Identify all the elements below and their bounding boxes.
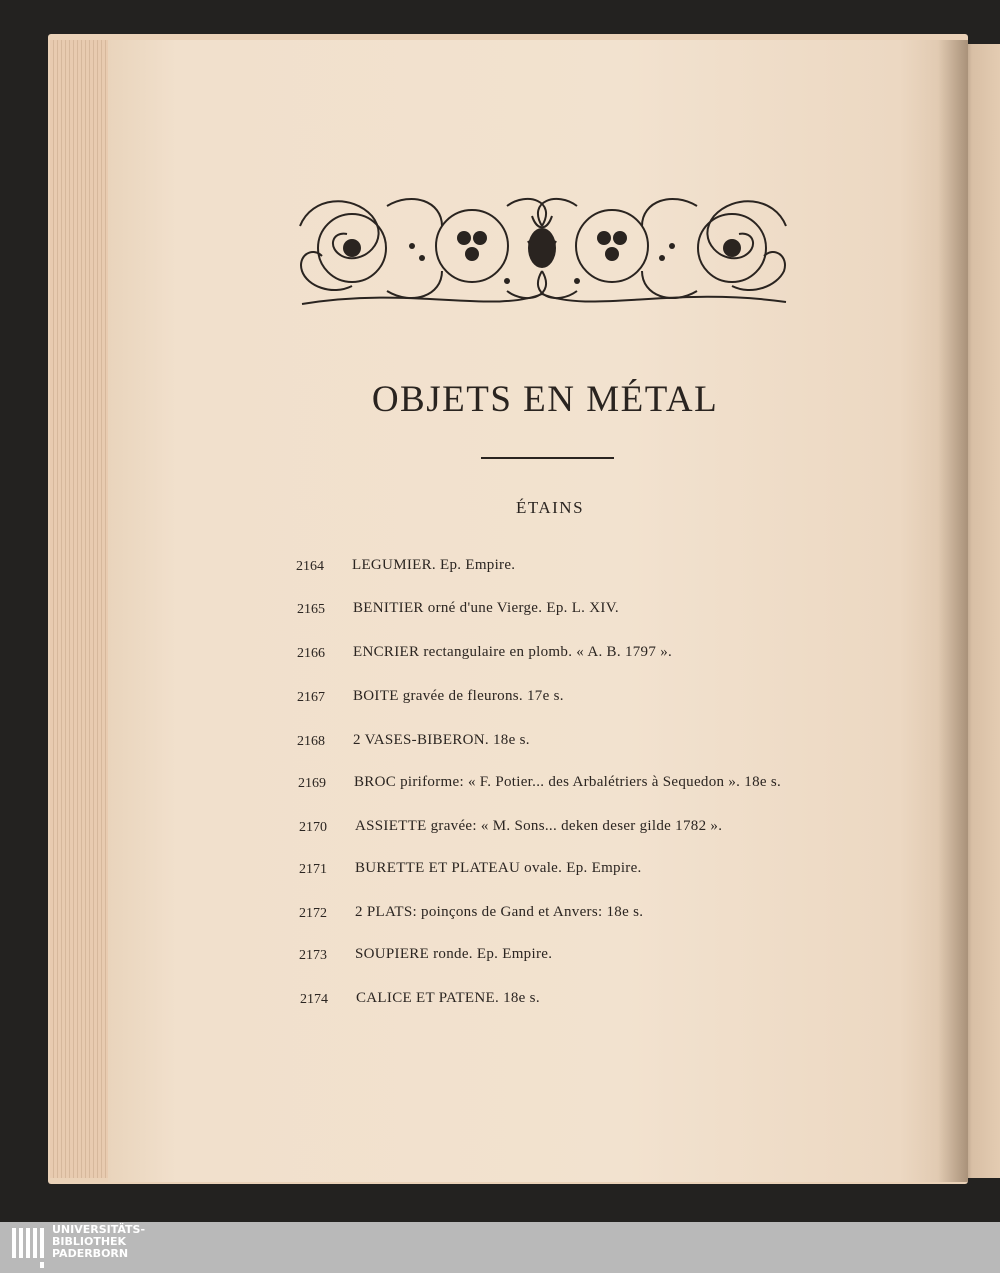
ornament-header [292, 186, 794, 314]
lot-number: 2165 [297, 602, 325, 617]
page-title: OBJETS EN MÉTAL [371, 379, 719, 420]
lot-number: 2168 [297, 734, 325, 749]
library-logo-text [52, 1224, 252, 1260]
lot-description: 2 VASES-BIBERON. 18e s. [353, 732, 530, 748]
lot-description: ASSIETTE gravée: « M. Sons... deken deser gilde 1782 ». [355, 818, 723, 834]
lot-number: 2171 [299, 862, 327, 877]
lot-description: SOUPIERE ronde. Ep. Empire. [355, 946, 553, 962]
section-heading: ÉTAINS [515, 498, 585, 517]
lot-number: 2164 [296, 559, 324, 574]
logo-line: PADERBORN [52, 1247, 129, 1260]
lot-number: 2170 [299, 820, 327, 835]
lot-description: 2 PLATS: poinçons de Gand et Anvers: 18e s. [355, 904, 644, 920]
lot-number: 2172 [299, 906, 327, 921]
lot-description: ENCRIER rectangulaire en plomb. « A. B. 1797 ». [353, 644, 673, 660]
logo-line: UNIVERSITÄTS- [52, 1223, 146, 1236]
lot-number: 2173 [299, 948, 327, 963]
lot-description: BROC piriforme: « F. Potier... des Arbalétriers à Sequedon ». 18e s. [354, 774, 782, 790]
lot-description: BURETTE ET PLATEAU ovale. Ep. Empire. [355, 860, 642, 876]
library-logo-icon [10, 1226, 48, 1270]
lot-number: 2169 [298, 776, 326, 791]
lot-description: CALICE ET PATENE. 18e s. [356, 990, 540, 1006]
logo-line: BIBLIOTHEK [52, 1235, 127, 1248]
lot-number: 2167 [297, 690, 325, 705]
lot-description: LEGUMIER. Ep. Empire. [352, 557, 516, 573]
lot-number: 2174 [300, 992, 328, 1007]
page-edges [50, 40, 112, 1178]
lot-description: BENITIER orné d'une Vierge. Ep. L. XIV. [353, 600, 619, 616]
lot-number: 2166 [297, 646, 325, 661]
title-rule [481, 457, 614, 459]
gutter-shadow [938, 40, 968, 1182]
lot-description: BOITE gravée de fleurons. 17e s. [353, 688, 564, 704]
